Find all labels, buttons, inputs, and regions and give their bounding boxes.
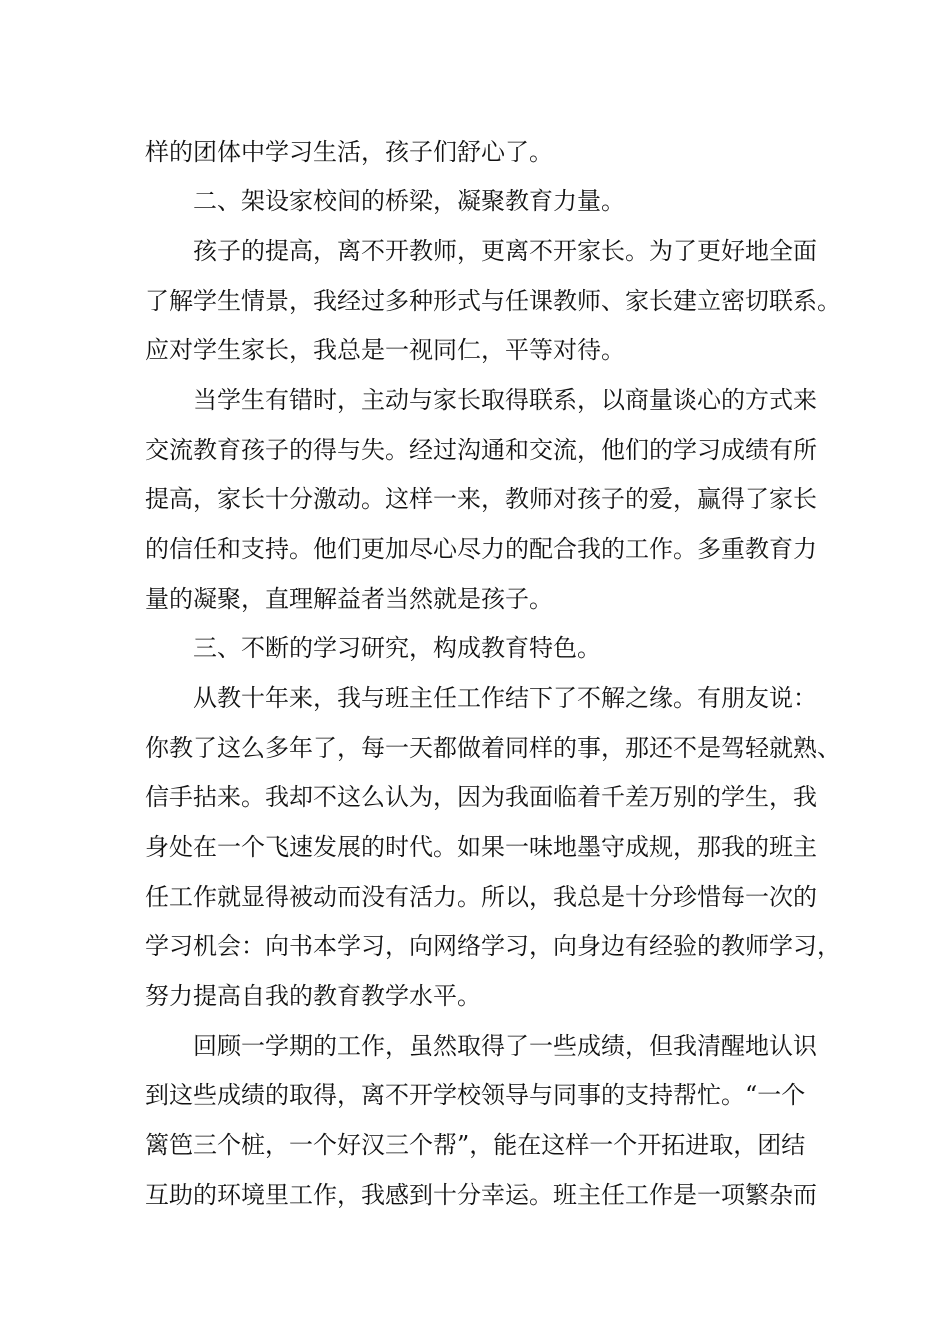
text-line: 应对学生家长，我总是一视同仁，平等对待。 bbox=[145, 336, 625, 364]
text-line: 样的团体中学习生活，孩子们舒心了。 bbox=[145, 138, 553, 166]
text-line: 的信任和支持。他们更加尽心尽力的配合我的工作。多重教育力 bbox=[145, 535, 817, 563]
text-line: 提高，家长十分激动。这样一来，教师对孩子的爱，赢得了家长 bbox=[145, 485, 817, 513]
text-line: 从教十年来，我与班主任工作结下了不解之缘。有朋友说： bbox=[193, 684, 817, 712]
text-line: 学习机会：向书本学习，向网络学习，向身边有经验的教师学习， bbox=[145, 932, 841, 960]
text-line: 互助的环境里工作，我感到十分幸运。班主任工作是一项繁杂而 bbox=[145, 1181, 817, 1209]
section-heading: 三、不断的学习研究，构成教育特色。 bbox=[193, 634, 601, 662]
text-line: 交流教育孩子的得与失。经过沟通和交流，他们的学习成绩有所 bbox=[145, 436, 817, 464]
text-line: 到这些成绩的取得，离不开学校领导与同事的支持帮忙。“一个 bbox=[145, 1081, 806, 1109]
text-line: 身处在一个飞速发展的时代。如果一味地墨守成规，那我的班主 bbox=[145, 833, 817, 861]
text-line: 当学生有错时，主动与家长取得联系，以商量谈心的方式来 bbox=[193, 386, 817, 414]
text-line: 篱笆三个桩，一个好汉三个帮”，能在这样一个开拓进取，团结 bbox=[145, 1131, 806, 1159]
section-heading: 二、架设家校间的桥梁，凝聚教育力量。 bbox=[193, 187, 625, 215]
text-line: 孩子的提高，离不开教师，更离不开家长。为了更好地全面 bbox=[193, 237, 817, 265]
text-line: 回顾一学期的工作，虽然取得了一些成绩，但我清醒地认识 bbox=[193, 1032, 817, 1060]
text-line: 你教了这么多年了，每一天都做着同样的事，那还不是驾轻就熟、 bbox=[145, 734, 841, 762]
text-line: 努力提高自我的教育教学水平。 bbox=[145, 982, 481, 1010]
text-line: 了解学生情景，我经过多种形式与任课教师、家长建立密切联系。 bbox=[145, 287, 841, 315]
text-line: 信手拈来。我却不这么认为，因为我面临着千差万别的学生，我 bbox=[145, 783, 817, 811]
text-line: 量的凝聚，直理解益者当然就是孩子。 bbox=[145, 585, 553, 613]
text-line: 任工作就显得被动而没有活力。所以，我总是十分珍惜每一次的 bbox=[145, 883, 817, 911]
